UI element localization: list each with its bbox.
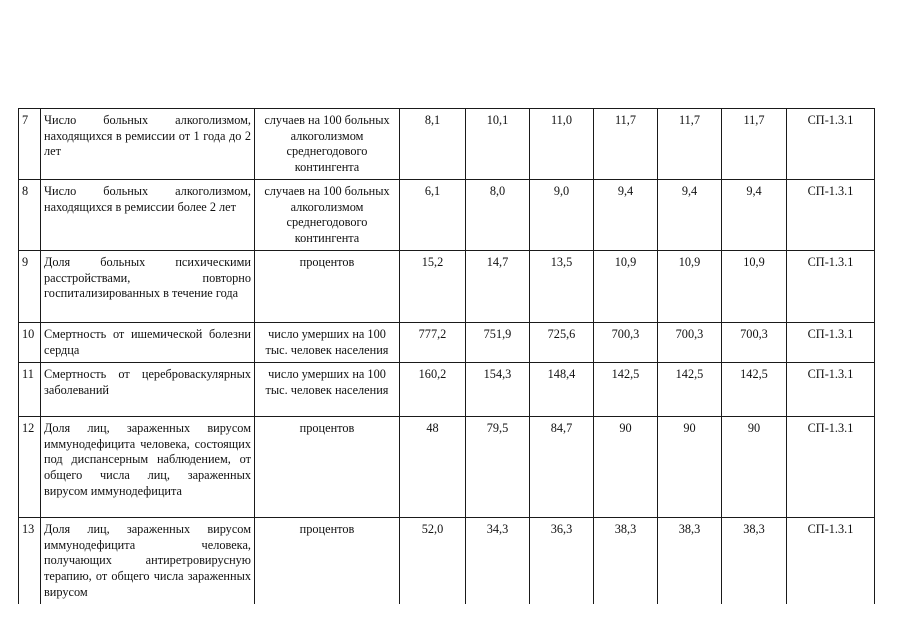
value-cell: 8,1 <box>400 109 466 180</box>
source-code: СП-1.3.1 <box>787 322 875 362</box>
source-code: СП-1.3.1 <box>787 250 875 322</box>
value-cell: 79,5 <box>466 416 530 517</box>
unit-of-measure: случаев на 100 больных алкоголизмом среднегодового контингента <box>255 179 400 250</box>
value-cell: 777,2 <box>400 322 466 362</box>
row-number: 10 <box>19 322 41 362</box>
value-cell: 90 <box>722 416 787 517</box>
value-cell: 154,3 <box>466 362 530 416</box>
unit-of-measure: случаев на 100 больных алкоголизмом среднегодового контингента <box>255 109 400 180</box>
table-row <box>19 362 875 416</box>
value-cell: 10,1 <box>466 109 530 180</box>
value-cell: 700,3 <box>722 322 787 362</box>
value-cell: 10,9 <box>594 250 658 322</box>
table-row <box>19 517 875 603</box>
value-cell: 84,7 <box>530 416 594 517</box>
value-cell: 34,3 <box>466 517 530 603</box>
value-cell: 38,3 <box>594 517 658 603</box>
value-cell: 9,4 <box>722 179 787 250</box>
value-cell: 6,1 <box>400 179 466 250</box>
value-cell: 142,5 <box>594 362 658 416</box>
value-cell: 14,7 <box>466 250 530 322</box>
value-cell: 160,2 <box>400 362 466 416</box>
source-code: СП-1.3.1 <box>787 362 875 416</box>
value-cell: 38,3 <box>722 517 787 603</box>
value-cell: 700,3 <box>594 322 658 362</box>
value-cell: 48 <box>400 416 466 517</box>
table-row <box>19 109 875 180</box>
source-code: СП-1.3.1 <box>787 109 875 180</box>
row-number: 9 <box>19 250 41 322</box>
table-row <box>19 322 875 362</box>
unit-of-measure: процентов <box>255 250 400 322</box>
value-cell: 52,0 <box>400 517 466 603</box>
value-cell: 725,6 <box>530 322 594 362</box>
value-cell: 36,3 <box>530 517 594 603</box>
source-code: СП-1.3.1 <box>787 179 875 250</box>
value-cell: 8,0 <box>466 179 530 250</box>
indicator-name: Смертность от ишемической болезни сердца <box>41 322 255 362</box>
value-cell: 9,4 <box>658 179 722 250</box>
value-cell: 148,4 <box>530 362 594 416</box>
value-cell: 11,7 <box>658 109 722 180</box>
value-cell: 142,5 <box>658 362 722 416</box>
table-row <box>19 179 875 250</box>
table-row <box>19 250 875 322</box>
indicator-name: Доля лиц, зараженных вирусом иммунодефицита человека, получающих антиретровирусную терапию, от общего числа зараженных вирусом <box>41 517 255 603</box>
value-cell: 11,7 <box>594 109 658 180</box>
table-row <box>19 416 875 517</box>
value-cell: 10,9 <box>722 250 787 322</box>
indicator-name: Доля больных психическими расстройствами, повторно госпитализированных в течение года <box>41 250 255 322</box>
indicators-table <box>18 108 875 604</box>
value-cell: 38,3 <box>658 517 722 603</box>
row-number: 8 <box>19 179 41 250</box>
value-cell: 11,0 <box>530 109 594 180</box>
source-code: СП-1.3.1 <box>787 517 875 603</box>
value-cell: 9,0 <box>530 179 594 250</box>
value-cell: 13,5 <box>530 250 594 322</box>
source-code: СП-1.3.1 <box>787 416 875 517</box>
indicator-name: Доля лиц, зараженных вирусом иммунодефицита человека, состоящих под диспансерным наблюдением, от общего числа лиц, зараженных вирусом иммунодефицита <box>41 416 255 517</box>
unit-of-measure: процентов <box>255 416 400 517</box>
indicator-name: Число больных алкоголизмом, находящихся в ремиссии от 1 года до 2 лет <box>41 109 255 180</box>
value-cell: 9,4 <box>594 179 658 250</box>
value-cell: 90 <box>594 416 658 517</box>
value-cell: 751,9 <box>466 322 530 362</box>
row-number: 7 <box>19 109 41 180</box>
value-cell: 700,3 <box>658 322 722 362</box>
unit-of-measure: число умерших на 100 тыс. человек населения <box>255 362 400 416</box>
value-cell: 10,9 <box>658 250 722 322</box>
indicator-name: Число больных алкоголизмом, находящихся в ремиссии более 2 лет <box>41 179 255 250</box>
row-number: 13 <box>19 517 41 603</box>
value-cell: 90 <box>658 416 722 517</box>
unit-of-measure: число умерших на 100 тыс. человек населения <box>255 322 400 362</box>
row-number: 12 <box>19 416 41 517</box>
row-number: 11 <box>19 362 41 416</box>
value-cell: 11,7 <box>722 109 787 180</box>
unit-of-measure: процентов <box>255 517 400 603</box>
value-cell: 142,5 <box>722 362 787 416</box>
indicator-name: Смертность от цереброваскулярных заболеваний <box>41 362 255 416</box>
value-cell: 15,2 <box>400 250 466 322</box>
